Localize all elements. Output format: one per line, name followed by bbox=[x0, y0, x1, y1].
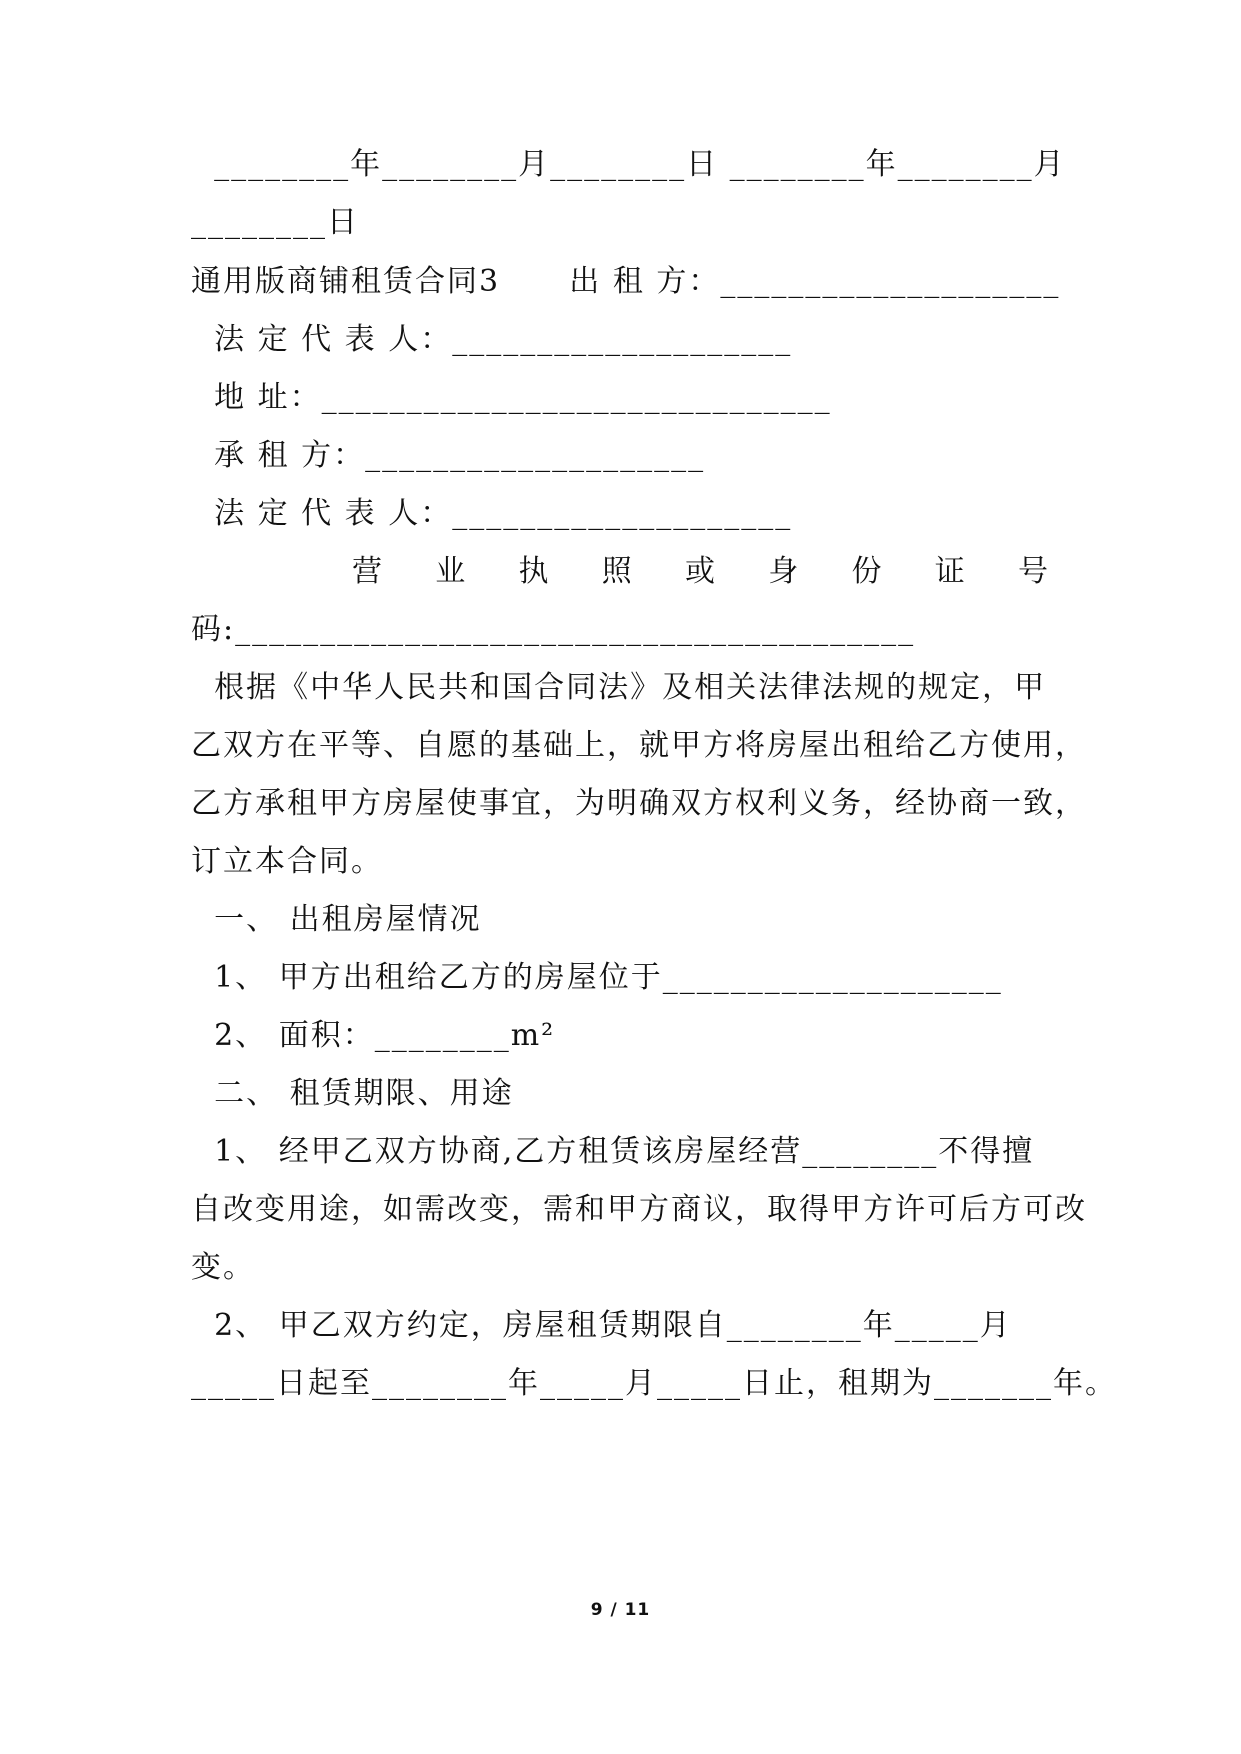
page-number: 9 / 11 bbox=[590, 1600, 651, 1620]
license-id-number: 码:________________________________________ bbox=[191, 612, 916, 647]
date-blank-line: ________年________月________日 ________年________月 bbox=[191, 147, 1066, 182]
section-heading-2: 二、 租赁期限、用途 bbox=[191, 1076, 514, 1111]
clause-1-1: 1、 甲方出租给乙方的房屋位于____________________ bbox=[191, 960, 1003, 995]
clause-1-2: 2、 面积：________m² bbox=[191, 1018, 556, 1053]
lessee-legal-rep: 法 定 代 表 人：____________________ bbox=[191, 496, 793, 531]
contract-title-lessor: 通用版商铺租赁合同3 出 租 方：____________________ bbox=[191, 264, 1061, 299]
clause-2-2-line-1: 2、 甲乙双方约定，房屋租赁期限自________年_____月 bbox=[191, 1308, 1012, 1343]
section-heading-1: 一、 出租房屋情况 bbox=[191, 902, 482, 937]
clause-2-1-line-3: 变。 bbox=[191, 1250, 255, 1285]
preamble-line-3: 乙方承租甲方房屋使事宜，为明确双方权利义务，经协商一致， bbox=[191, 786, 1087, 821]
preamble-line-2: 乙双方在平等、自愿的基础上，就甲方将房屋出租给乙方使用， bbox=[191, 728, 1087, 763]
clause-2-1-line-1: 1、 经甲乙双方协商,乙方租赁该房屋经营________不得擅 bbox=[191, 1134, 1035, 1169]
lessee-field: 承 租 方：____________________ bbox=[191, 438, 706, 473]
clause-2-2-line-2: _____日起至________年_____月_____日止，租期为_______年。 bbox=[191, 1366, 1117, 1401]
license-id-label: 营 业 执 照 或 身 份 证 号 bbox=[352, 554, 1050, 589]
lessor-address: 地 址：______________________________ bbox=[191, 380, 832, 415]
preamble-line-1: 根据《中华人民共和国合同法》及相关法律法规的规定，甲 bbox=[191, 670, 1047, 705]
clause-2-1-line-2: 自改变用途，如需改变，需和甲方商议，取得甲方许可后方可改 bbox=[191, 1192, 1087, 1227]
preamble-line-4: 订立本合同。 bbox=[191, 844, 383, 879]
lessor-legal-rep: 法 定 代 表 人：____________________ bbox=[191, 322, 793, 357]
date-blank-line-cont: ________日 bbox=[191, 205, 359, 240]
